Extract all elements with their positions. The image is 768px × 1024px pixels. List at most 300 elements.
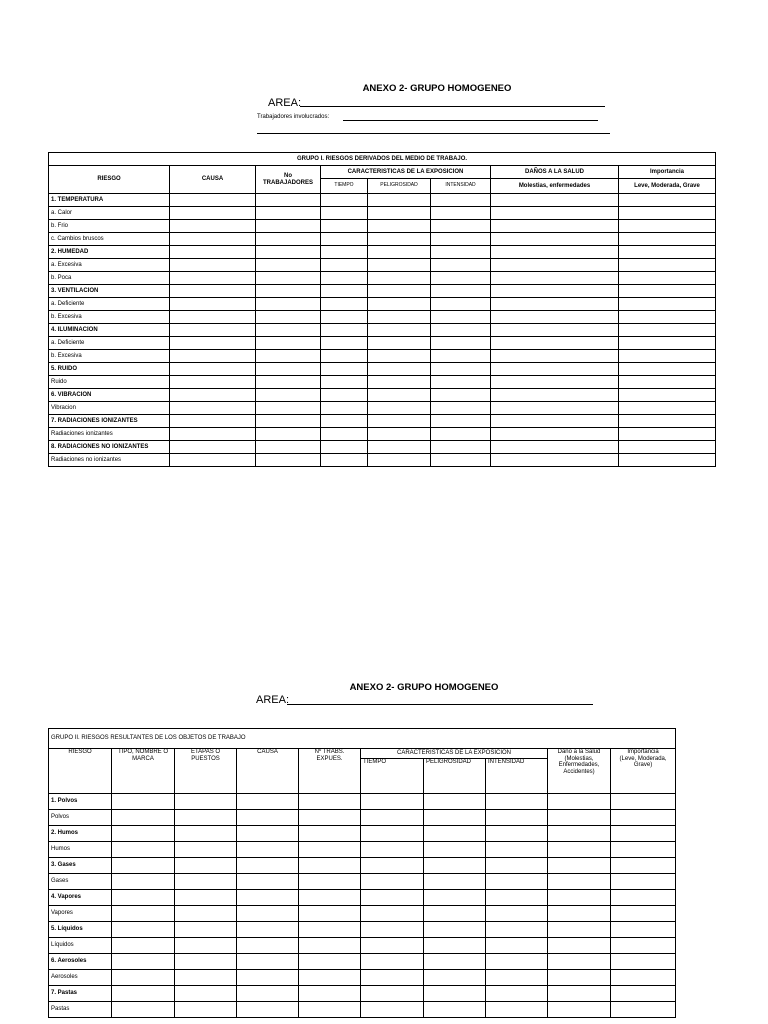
input-cell[interactable] xyxy=(256,285,321,298)
input-cell[interactable] xyxy=(431,350,491,363)
input-cell[interactable] xyxy=(299,874,361,890)
input-cell[interactable] xyxy=(611,874,676,890)
input-cell[interactable] xyxy=(112,874,175,890)
input-cell[interactable] xyxy=(321,207,368,220)
input-cell[interactable] xyxy=(431,428,491,441)
input-cell[interactable] xyxy=(237,954,299,970)
input-cell[interactable] xyxy=(175,890,237,906)
input-cell[interactable] xyxy=(256,428,321,441)
input-cell[interactable] xyxy=(431,389,491,402)
input-cell[interactable] xyxy=(368,441,431,454)
input-cell[interactable] xyxy=(611,954,676,970)
input-cell[interactable] xyxy=(619,298,716,311)
input-cell[interactable] xyxy=(368,454,431,467)
input-cell[interactable] xyxy=(361,970,424,986)
input-cell[interactable] xyxy=(175,954,237,970)
input-cell[interactable] xyxy=(112,890,175,906)
input-cell[interactable] xyxy=(175,858,237,874)
input-cell[interactable] xyxy=(112,922,175,938)
input-cell[interactable] xyxy=(431,363,491,376)
input-cell[interactable] xyxy=(548,986,611,1002)
input-cell[interactable] xyxy=(321,259,368,272)
input-cell[interactable] xyxy=(611,810,676,826)
input-cell[interactable] xyxy=(424,970,486,986)
header2-dano: Daño a la Salud (Molestias, Enfermedades, Accidentes) xyxy=(548,749,611,794)
input-cell[interactable] xyxy=(299,1002,361,1018)
input-cell[interactable] xyxy=(321,376,368,389)
input-cell[interactable] xyxy=(431,337,491,350)
input-cell[interactable] xyxy=(611,858,676,874)
input-cell[interactable] xyxy=(321,337,368,350)
input-cell[interactable] xyxy=(424,954,486,970)
input-cell[interactable] xyxy=(237,890,299,906)
input-cell[interactable] xyxy=(424,986,486,1002)
table-row xyxy=(49,337,716,350)
input-cell[interactable] xyxy=(321,350,368,363)
input-cell[interactable] xyxy=(237,858,299,874)
input-cell[interactable] xyxy=(431,259,491,272)
input-cell[interactable] xyxy=(548,954,611,970)
table-row xyxy=(49,986,676,1002)
input-cell[interactable] xyxy=(175,842,237,858)
input-cell[interactable] xyxy=(256,259,321,272)
table-row xyxy=(49,389,716,402)
input-cell[interactable] xyxy=(431,402,491,415)
input-cell[interactable] xyxy=(431,220,491,233)
input-cell[interactable] xyxy=(237,1002,299,1018)
input-cell[interactable] xyxy=(299,858,361,874)
input-cell[interactable] xyxy=(619,415,716,428)
input-cell[interactable] xyxy=(548,794,611,810)
input-cell[interactable] xyxy=(170,194,256,207)
input-cell[interactable] xyxy=(361,858,424,874)
input-cell[interactable] xyxy=(237,938,299,954)
input-cell[interactable] xyxy=(256,350,321,363)
input-cell[interactable] xyxy=(611,970,676,986)
input-cell[interactable] xyxy=(368,272,431,285)
input-cell[interactable] xyxy=(361,794,424,810)
input-cell[interactable] xyxy=(486,858,548,874)
input-cell[interactable] xyxy=(170,246,256,259)
input-cell[interactable] xyxy=(170,298,256,311)
row-label: 2. HUMEDAD xyxy=(49,246,170,259)
input-cell[interactable] xyxy=(321,454,368,467)
input-cell[interactable] xyxy=(175,794,237,810)
input-cell[interactable] xyxy=(619,207,716,220)
input-cell[interactable] xyxy=(299,842,361,858)
input-cell[interactable] xyxy=(112,794,175,810)
input-cell[interactable] xyxy=(299,826,361,842)
input-cell[interactable] xyxy=(619,441,716,454)
input-cell[interactable] xyxy=(491,298,619,311)
input-cell[interactable] xyxy=(256,272,321,285)
input-cell[interactable] xyxy=(170,402,256,415)
input-cell[interactable] xyxy=(256,311,321,324)
input-cell[interactable] xyxy=(237,906,299,922)
input-cell[interactable] xyxy=(170,207,256,220)
input-cell[interactable] xyxy=(299,810,361,826)
input-cell[interactable] xyxy=(256,454,321,467)
input-cell[interactable] xyxy=(321,389,368,402)
input-cell[interactable] xyxy=(368,324,431,337)
input-cell[interactable] xyxy=(491,428,619,441)
input-cell[interactable] xyxy=(170,454,256,467)
input-cell[interactable] xyxy=(619,363,716,376)
input-cell[interactable] xyxy=(256,324,321,337)
input-cell[interactable] xyxy=(619,233,716,246)
input-cell[interactable] xyxy=(256,207,321,220)
input-cell[interactable] xyxy=(368,311,431,324)
input-cell[interactable] xyxy=(321,402,368,415)
input-cell[interactable] xyxy=(368,415,431,428)
input-cell[interactable] xyxy=(170,272,256,285)
input-cell[interactable] xyxy=(256,233,321,246)
input-cell[interactable] xyxy=(491,337,619,350)
input-cell[interactable] xyxy=(486,938,548,954)
input-cell[interactable] xyxy=(321,194,368,207)
group2-title: GRUPO II. RIESGOS RESULTANTES DE LOS OBJETOS DE TRABAJO xyxy=(49,729,676,749)
input-cell[interactable] xyxy=(299,794,361,810)
input-cell[interactable] xyxy=(112,842,175,858)
input-cell[interactable] xyxy=(321,220,368,233)
input-cell[interactable] xyxy=(321,441,368,454)
input-cell[interactable] xyxy=(175,874,237,890)
input-cell[interactable] xyxy=(368,246,431,259)
input-cell[interactable] xyxy=(431,376,491,389)
input-cell[interactable] xyxy=(361,986,424,1002)
input-cell[interactable] xyxy=(611,906,676,922)
section2-title: ANEXO 2- GRUPO HOMOGENEO xyxy=(349,682,499,693)
table-row xyxy=(49,794,676,810)
input-cell[interactable] xyxy=(368,402,431,415)
input-cell[interactable] xyxy=(321,285,368,298)
input-cell[interactable] xyxy=(424,858,486,874)
input-cell[interactable] xyxy=(237,874,299,890)
row-label: Vapores xyxy=(49,906,112,922)
input-cell[interactable] xyxy=(491,363,619,376)
input-cell[interactable] xyxy=(299,906,361,922)
input-cell[interactable] xyxy=(619,376,716,389)
input-cell[interactable] xyxy=(170,350,256,363)
input-cell[interactable] xyxy=(619,337,716,350)
input-cell[interactable] xyxy=(256,441,321,454)
input-cell[interactable] xyxy=(611,826,676,842)
input-cell[interactable] xyxy=(486,810,548,826)
input-cell[interactable] xyxy=(491,376,619,389)
input-cell[interactable] xyxy=(321,272,368,285)
input-cell[interactable] xyxy=(486,794,548,810)
input-cell[interactable] xyxy=(486,874,548,890)
input-cell[interactable] xyxy=(368,233,431,246)
input-cell[interactable] xyxy=(321,233,368,246)
input-cell[interactable] xyxy=(170,376,256,389)
input-cell[interactable] xyxy=(431,324,491,337)
input-cell[interactable] xyxy=(170,428,256,441)
input-cell[interactable] xyxy=(237,826,299,842)
input-cell[interactable] xyxy=(424,874,486,890)
input-cell[interactable] xyxy=(112,906,175,922)
input-cell[interactable] xyxy=(368,337,431,350)
input-cell[interactable] xyxy=(611,794,676,810)
input-cell[interactable] xyxy=(491,246,619,259)
input-cell[interactable] xyxy=(321,311,368,324)
input-cell[interactable] xyxy=(237,842,299,858)
input-cell[interactable] xyxy=(548,874,611,890)
input-cell[interactable] xyxy=(237,810,299,826)
input-cell[interactable] xyxy=(424,922,486,938)
input-cell[interactable] xyxy=(548,826,611,842)
input-cell[interactable] xyxy=(368,350,431,363)
input-cell[interactable] xyxy=(368,207,431,220)
input-cell[interactable] xyxy=(256,298,321,311)
input-cell[interactable] xyxy=(431,233,491,246)
input-cell[interactable] xyxy=(548,810,611,826)
input-cell[interactable] xyxy=(112,858,175,874)
input-cell[interactable] xyxy=(368,259,431,272)
input-cell[interactable] xyxy=(619,272,716,285)
input-cell[interactable] xyxy=(619,402,716,415)
input-cell[interactable] xyxy=(361,938,424,954)
input-cell[interactable] xyxy=(170,285,256,298)
input-cell[interactable] xyxy=(299,922,361,938)
input-cell[interactable] xyxy=(175,922,237,938)
input-cell[interactable] xyxy=(548,842,611,858)
input-cell[interactable] xyxy=(256,415,321,428)
input-cell[interactable] xyxy=(321,246,368,259)
input-cell[interactable] xyxy=(170,389,256,402)
input-cell[interactable] xyxy=(431,285,491,298)
input-cell[interactable] xyxy=(321,363,368,376)
input-cell[interactable] xyxy=(361,906,424,922)
input-cell[interactable] xyxy=(424,810,486,826)
table-row xyxy=(49,922,676,938)
input-cell[interactable] xyxy=(619,389,716,402)
area-input-line[interactable] xyxy=(300,106,605,107)
input-cell[interactable] xyxy=(548,1002,611,1018)
input-cell[interactable] xyxy=(361,1002,424,1018)
input-cell[interactable] xyxy=(237,922,299,938)
input-cell[interactable] xyxy=(491,389,619,402)
input-cell[interactable] xyxy=(170,324,256,337)
area-input-line-2[interactable] xyxy=(287,704,593,705)
input-cell[interactable] xyxy=(299,890,361,906)
input-cell[interactable] xyxy=(170,363,256,376)
input-cell[interactable] xyxy=(619,259,716,272)
input-cell[interactable] xyxy=(619,454,716,467)
input-cell[interactable] xyxy=(431,246,491,259)
input-cell[interactable] xyxy=(619,311,716,324)
input-cell[interactable] xyxy=(170,311,256,324)
header2-importancia: Importancia (Leve, Moderada, Grave) xyxy=(611,749,676,794)
input-cell[interactable] xyxy=(175,986,237,1002)
input-cell[interactable] xyxy=(424,1002,486,1018)
input-cell[interactable] xyxy=(548,922,611,938)
input-cell[interactable] xyxy=(368,298,431,311)
input-cell[interactable] xyxy=(491,441,619,454)
input-cell[interactable] xyxy=(486,986,548,1002)
input-cell[interactable] xyxy=(431,311,491,324)
input-cell[interactable] xyxy=(256,376,321,389)
input-cell[interactable] xyxy=(368,363,431,376)
table-row xyxy=(49,363,716,376)
header2-trabs: Nº TRABS. EXPUES. xyxy=(299,749,361,794)
input-cell[interactable] xyxy=(491,454,619,467)
input-cell[interactable] xyxy=(170,220,256,233)
input-cell[interactable] xyxy=(237,970,299,986)
input-cell[interactable] xyxy=(491,311,619,324)
input-cell[interactable] xyxy=(256,363,321,376)
input-cell[interactable] xyxy=(175,826,237,842)
workers-label: Trabajadores involucrados: xyxy=(257,114,330,120)
input-cell[interactable] xyxy=(486,906,548,922)
input-cell[interactable] xyxy=(175,810,237,826)
input-cell[interactable] xyxy=(491,220,619,233)
input-cell[interactable] xyxy=(361,890,424,906)
input-cell[interactable] xyxy=(619,428,716,441)
input-cell[interactable] xyxy=(361,842,424,858)
input-cell[interactable] xyxy=(256,389,321,402)
input-cell[interactable] xyxy=(175,970,237,986)
input-cell[interactable] xyxy=(237,794,299,810)
input-cell[interactable] xyxy=(175,906,237,922)
input-cell[interactable] xyxy=(175,938,237,954)
input-cell[interactable] xyxy=(486,826,548,842)
input-cell[interactable] xyxy=(611,922,676,938)
input-cell[interactable] xyxy=(175,1002,237,1018)
input-cell[interactable] xyxy=(361,874,424,890)
input-cell[interactable] xyxy=(486,890,548,906)
input-cell[interactable] xyxy=(619,324,716,337)
input-cell[interactable] xyxy=(299,954,361,970)
input-cell[interactable] xyxy=(486,1002,548,1018)
input-cell[interactable] xyxy=(548,858,611,874)
input-cell[interactable] xyxy=(486,922,548,938)
input-cell[interactable] xyxy=(361,810,424,826)
input-cell[interactable] xyxy=(112,970,175,986)
input-cell[interactable] xyxy=(611,986,676,1002)
input-cell[interactable] xyxy=(256,246,321,259)
input-cell[interactable] xyxy=(491,402,619,415)
input-cell[interactable] xyxy=(170,259,256,272)
input-cell[interactable] xyxy=(619,350,716,363)
input-cell[interactable] xyxy=(548,906,611,922)
input-cell[interactable] xyxy=(321,428,368,441)
input-cell[interactable] xyxy=(112,954,175,970)
input-cell[interactable] xyxy=(256,402,321,415)
input-cell[interactable] xyxy=(424,826,486,842)
input-cell[interactable] xyxy=(491,285,619,298)
input-cell[interactable] xyxy=(619,220,716,233)
input-cell[interactable] xyxy=(611,938,676,954)
input-cell[interactable] xyxy=(424,906,486,922)
input-cell[interactable] xyxy=(361,954,424,970)
input-cell[interactable] xyxy=(299,938,361,954)
input-cell[interactable] xyxy=(368,428,431,441)
row-label: Líquidos xyxy=(49,938,112,954)
input-cell[interactable] xyxy=(361,922,424,938)
input-cell[interactable] xyxy=(368,220,431,233)
table-row xyxy=(49,826,676,842)
input-cell[interactable] xyxy=(491,194,619,207)
row-label: Pastas xyxy=(49,1002,112,1018)
row-label: b. Excesiva xyxy=(49,311,170,324)
input-cell[interactable] xyxy=(431,298,491,311)
input-cell[interactable] xyxy=(299,986,361,1002)
input-cell[interactable] xyxy=(491,207,619,220)
input-cell[interactable] xyxy=(368,389,431,402)
input-cell[interactable] xyxy=(170,337,256,350)
input-cell[interactable] xyxy=(431,415,491,428)
input-cell[interactable] xyxy=(611,890,676,906)
input-cell[interactable] xyxy=(491,233,619,246)
input-cell[interactable] xyxy=(361,826,424,842)
input-cell[interactable] xyxy=(237,986,299,1002)
workers-input-line[interactable] xyxy=(343,120,598,121)
input-cell[interactable] xyxy=(112,810,175,826)
input-cell[interactable] xyxy=(548,890,611,906)
input-cell[interactable] xyxy=(321,324,368,337)
row-label: b. Excesiva xyxy=(49,350,170,363)
workers-input-line-2[interactable] xyxy=(257,133,610,134)
input-cell[interactable] xyxy=(256,194,321,207)
input-cell[interactable] xyxy=(424,794,486,810)
row-label: Gases xyxy=(49,874,112,890)
input-cell[interactable] xyxy=(431,454,491,467)
input-cell[interactable] xyxy=(321,298,368,311)
input-cell[interactable] xyxy=(619,285,716,298)
input-cell[interactable] xyxy=(170,415,256,428)
input-cell[interactable] xyxy=(424,890,486,906)
input-cell[interactable] xyxy=(491,350,619,363)
input-cell[interactable] xyxy=(619,246,716,259)
input-cell[interactable] xyxy=(486,970,548,986)
input-cell[interactable] xyxy=(170,233,256,246)
input-cell[interactable] xyxy=(256,337,321,350)
input-cell[interactable] xyxy=(548,938,611,954)
input-cell[interactable] xyxy=(256,220,321,233)
input-cell[interactable] xyxy=(368,194,431,207)
input-cell[interactable] xyxy=(424,938,486,954)
input-cell[interactable] xyxy=(112,826,175,842)
input-cell[interactable] xyxy=(491,324,619,337)
header2-peligrosidad: PELIGROSIDAD xyxy=(424,759,486,794)
input-cell[interactable] xyxy=(486,842,548,858)
input-cell[interactable] xyxy=(112,1002,175,1018)
input-cell[interactable] xyxy=(299,970,361,986)
input-cell[interactable] xyxy=(491,259,619,272)
input-cell[interactable] xyxy=(112,986,175,1002)
input-cell[interactable] xyxy=(112,938,175,954)
input-cell[interactable] xyxy=(321,415,368,428)
input-cell[interactable] xyxy=(611,842,676,858)
input-cell[interactable] xyxy=(619,194,716,207)
input-cell[interactable] xyxy=(431,207,491,220)
input-cell[interactable] xyxy=(424,842,486,858)
input-cell[interactable] xyxy=(486,954,548,970)
input-cell[interactable] xyxy=(611,1002,676,1018)
input-cell[interactable] xyxy=(368,376,431,389)
input-cell[interactable] xyxy=(491,415,619,428)
header2-riesgo: RIESGO xyxy=(49,749,112,794)
input-cell[interactable] xyxy=(431,194,491,207)
input-cell[interactable] xyxy=(548,970,611,986)
row-label: Humos xyxy=(49,842,112,858)
input-cell[interactable] xyxy=(431,272,491,285)
input-cell[interactable] xyxy=(431,441,491,454)
input-cell[interactable] xyxy=(491,272,619,285)
input-cell[interactable] xyxy=(368,285,431,298)
input-cell[interactable] xyxy=(170,441,256,454)
